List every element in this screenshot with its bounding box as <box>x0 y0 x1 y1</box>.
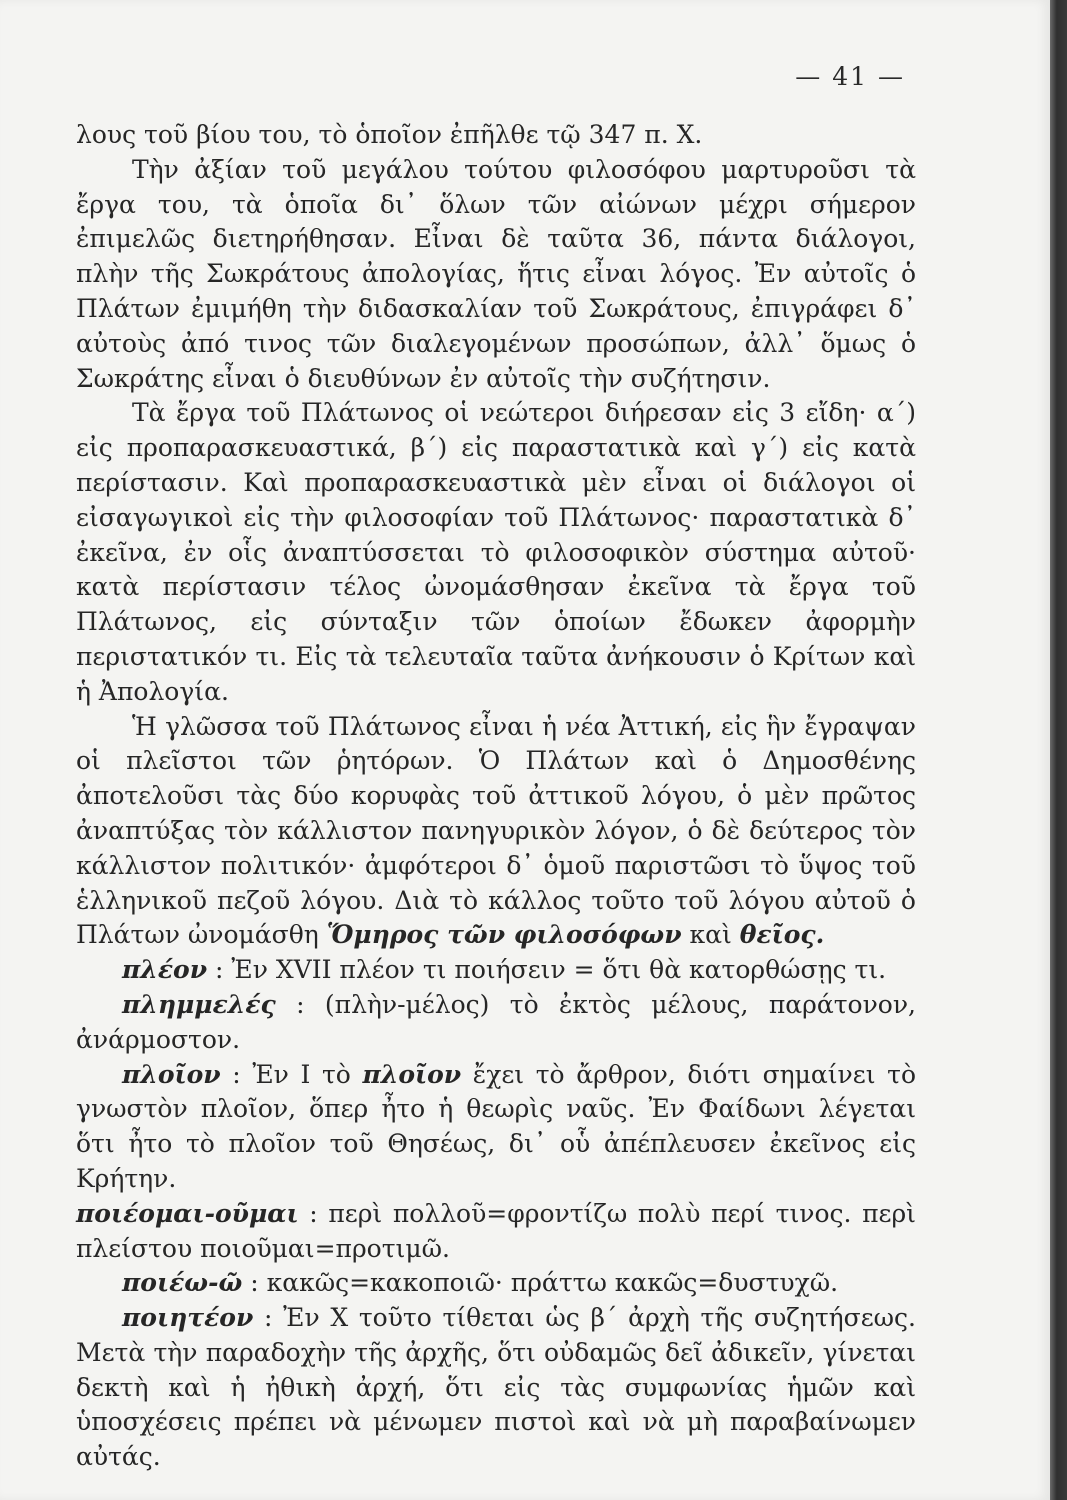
page-number: — 41 — <box>795 62 905 91</box>
entry-text: : (πλὴν-μέλος) τὸ ἐκτὸς μέλους, παράτονον, ἀνάρμοστον. <box>76 989 917 1054</box>
page-edge-shadow <box>1050 0 1067 1500</box>
entry-headword: ποιέω-ῶ <box>122 1268 243 1298</box>
entry-text: : Ἐν XVII πλέον τι ποιήσειν = ὅτι θὰ κατορθώσῃς τι. <box>215 955 887 985</box>
entry-text: : Ἐν I τὸ <box>232 1059 351 1089</box>
glossary-entry <box>76 1058 916 1197</box>
glossary-entry <box>76 1197 916 1267</box>
epithet-homer-of-philosophers: Ὅμηρος τῶν φιλοσόφων <box>326 920 682 950</box>
paragraph-continuation: λους τοῦ βίου του, τὸ ὁποῖον ἐπῆλθε τῷ 347 π. Χ. <box>76 120 703 149</box>
entry-headword: πλοῖον <box>122 1059 221 1089</box>
entry-headword: πλημμελές <box>122 989 276 1019</box>
epithet-divine: θεῖος. <box>739 920 825 950</box>
paragraph-works: Τὴν ἀξίαν τοῦ μεγάλου τούτου φιλοσόφου μαρτυροῦσι τὰ ἔργα του, τὰ ὁποῖα δι᾽ ὅλων τῶν αἰώνων μέχρι σήμερον ἐπιμελῶς διετηρήθησαν. Εἶναι δὲ ταῦτα 36, πάντα διάλογοι, πλὴν τῆς Σωκράτους ἀπολογίας, ἥτις εἶναι λόγος. Ἐν αὐτοῖς ὁ Πλάτων ἐμιμήθη τὴν διδασκαλίαν τοῦ Σωκράτους, ἐπιγράφει δ᾽ αὐτοὺς ἀπό τινος τῶν διαλεγομένων προσώπων, ἀλλ᾽ ὅμως ὁ Σωκράτης εἶναι ὁ διευθύνων ἐν αὐτοῖς τὴν συζήτησιν. <box>76 154 916 393</box>
paragraph-language <box>76 710 916 954</box>
entry-headword: ποιέομαι-οῦμαι <box>76 1198 299 1228</box>
paragraph-language-text: Ἡ γλῶσσα τοῦ Πλάτωνος εἶναι ἡ νέα Ἀττική, εἰς ἣν ἔγραψαν οἱ πλεῖστοι τῶν ῥητόρων. Ὁ Πλάτων καὶ ὁ Δημοσθένης ἀποτελοῦσι τὰς δύο κορυφὰς τοῦ ἀττικοῦ λόγου, ὁ μὲν πρῶτος ἀναπτύξας τὸν κάλλιστον πανηγυρικὸν λόγον, ὁ δὲ δεύτερος τὸν κάλλιστον πολιτικόν· ἀμφότεροι δ᾽ ὁμοῦ παριστῶσι τὸ ὕψος τοῦ ἑλληνικοῦ πεζοῦ λόγου. Διὰ τὸ κάλλος τοῦτο τοῦ λόγου αὐτοῦ ὁ Πλάτων ὠνομάσθη <box>76 711 916 950</box>
entry-text: : Ἐν X τοῦτο τίθεται ὡς β΄ ἀρχὴ τῆς συζητήσεως. Μετὰ τὴν παραδοχὴν τῆς ἀρχῆς, ὅτι οὐδαμῶς δεῖ ἀδικεῖν, γίνεται δεκτὴ καὶ ἡ ἠθικὴ ἀρχή, ὅτι εἰς τὰς συμφωνίας ἡμῶν καὶ ὑποσχέσεις πρέπει νὰ μένωμεν πιστοὶ καὶ νὰ μὴ παραβαίνωμεν αὐτάς. <box>76 1303 916 1472</box>
entry-text: : κακῶς=κακοποιῶ· πράττω κακῶς=δυστυχῶ. <box>250 1268 839 1298</box>
entry-text: : περὶ πολλοῦ=φροντίζω πολὺ περί τινος. περὶ πλείστου ποιοῦμαι=προτιμῶ. <box>76 1198 916 1263</box>
glossary-entry <box>76 1301 916 1475</box>
entry-headword: πλέον <box>122 955 208 985</box>
paragraph-categories: Τὰ ἔργα τοῦ Πλάτωνος οἱ νεώτεροι διήρεσαν εἰς 3 εἴδη· α΄) εἰς προπαρασκευαστικά, β΄) εἰς παραστατικὰ καὶ γ΄) εἰς κατὰ περίστασιν. Καὶ προπαρασκευαστικὰ μὲν εἶναι οἱ διάλογοι οἱ εἰσαγωγικοὶ εἰς τὴν φιλοσοφίαν τοῦ Πλάτωνος· παραστατικὰ δ᾽ ἐκεῖνα, ἐν οἷς ἀναπτύσσεται τὸ φιλοσοφικὸν σύστημα αὐτοῦ· κατὰ περίστασιν τέλος ὠνομάσθησαν ἐκεῖνα τὰ ἔργα τοῦ Πλάτωνος, εἰς σύνταξιν τῶν ὁποίων ἔδωκεν ἀφορμὴν περιστατικόν τι. Εἰς τὰ τελευταῖα ταῦτα ἀνήκουσιν ὁ Κρίτων καὶ ἡ Ἀπολογία. <box>76 398 916 706</box>
entry-headword: ποιητέον <box>122 1303 254 1333</box>
page-text <box>76 118 916 1475</box>
glossary-entry <box>76 988 916 1058</box>
entry-text: ἔχει τὸ ἄρθρον, διότι σημαίνει τὸ γνωστὸν πλοῖον, ὅπερ ἦτο ἡ θεωρὶς ναῦς. Ἐν Φαίδωνι λέγεται ὅτι ἦτο τὸ πλοῖον τοῦ Θησέως, δι᾽ οὗ ἀπέπλευσεν ἐκεῖνος εἰς Κρήτην. <box>76 1059 917 1193</box>
glossary-entry <box>76 1266 916 1301</box>
glossary-entry <box>76 953 916 988</box>
conjunction: καὶ <box>689 920 732 950</box>
entry-inline-headword: πλοῖον <box>362 1059 462 1089</box>
